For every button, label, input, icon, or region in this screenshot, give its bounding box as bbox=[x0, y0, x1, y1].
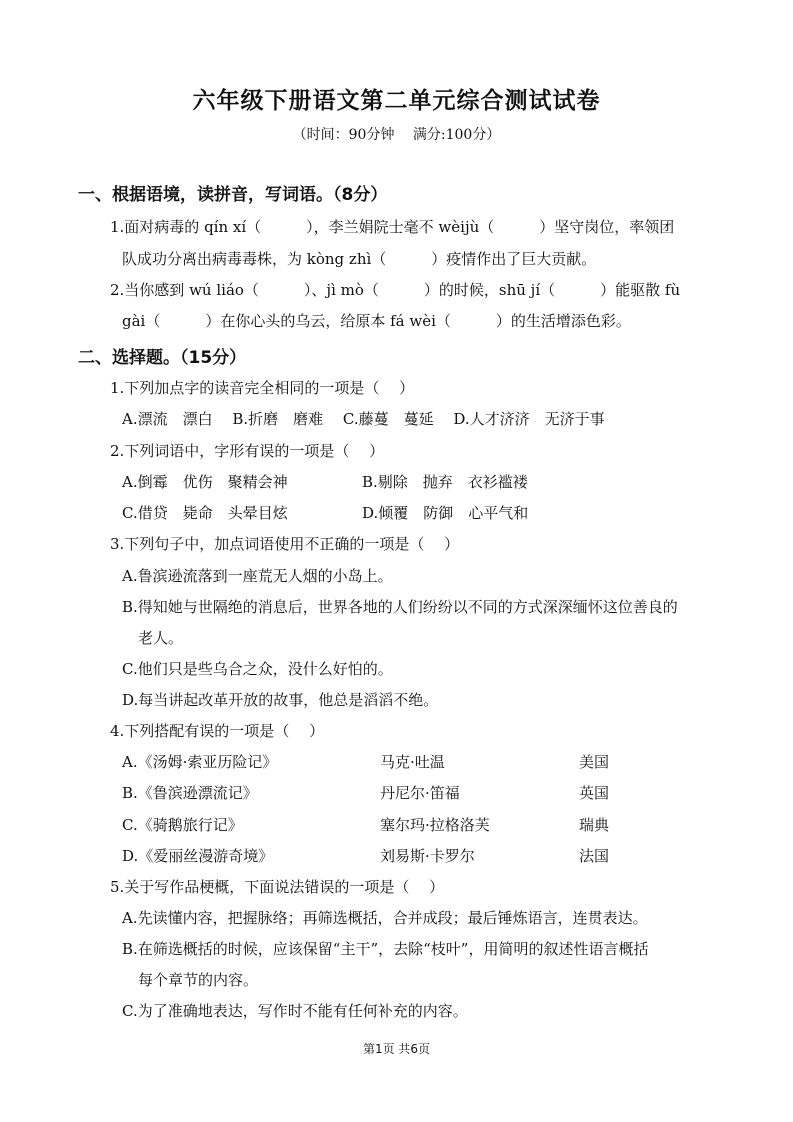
q3-option-b-line-2: 老人。 bbox=[138, 629, 184, 647]
s1-line-2: 队成功分离出病毒毒株，为 kòng zhì（ ）疫情作出了巨大贡献。 bbox=[122, 250, 597, 268]
q3-option-a: A.鲁滨逊流落到一座荒无人烟的小岛上。 bbox=[122, 567, 393, 585]
q3-stem: 3.下列句子中，加点词语使用不正确的一项是（ ） bbox=[110, 535, 460, 553]
page-number: 第1页 共6页 bbox=[362, 1042, 431, 1056]
q4-row-a-country: 美国 bbox=[579, 753, 610, 771]
q5-option-b-line-1: B.在筛选概括的时候，应该保留“主干”，去除“枝叶”，用简明的叙述性语言概括 bbox=[122, 940, 649, 958]
section-1-heading: 一、根据语境，读拼音，写词语。（8分） bbox=[78, 185, 388, 205]
q4-row-c-author: 塞尔玛·拉格洛芙 bbox=[380, 816, 490, 834]
q2-option-a: A.倒霉 优伤 聚精会神 bbox=[122, 473, 288, 491]
q4-row-b-country: 英国 bbox=[579, 784, 610, 802]
q4-row-d-author: 刘易斯·卡罗尔 bbox=[380, 847, 475, 865]
q2-stem: 2.下列词语中，字形有误的一项是（ ） bbox=[110, 442, 385, 460]
page-title: 六年级下册语文第二单元综合测试试卷 bbox=[192, 88, 601, 114]
s1-line-3: 2.当你感到 wú liáo（ ）、jì mò（ ）的时候，shū jí（ ）能驱散 fù bbox=[110, 281, 681, 299]
q5-option-c: C.为了准确地表达，写作时不能有任何补充的内容。 bbox=[122, 1002, 468, 1020]
q1-options: A.漂流 漂白 B.折磨 磨难 C.藤蔓 蔓延 D.人才济济 无济于事 bbox=[122, 410, 605, 428]
q4-row-c-country: 瑞典 bbox=[579, 816, 610, 834]
q4-row-d-country: 法国 bbox=[579, 847, 610, 865]
q3-option-c: C.他们只是些乌合之众，没什么好怕的。 bbox=[122, 660, 393, 678]
q4-stem: 4.下列搭配有误的一项是（ ） bbox=[110, 722, 325, 740]
s1-line-4: gài（ ）在你心头的乌云，给原本 fá wèi（ ）的生活增添色彩。 bbox=[122, 312, 631, 330]
q4-row-b-book: B.《鲁滨逊漂流记》 bbox=[122, 784, 258, 802]
s1-line-1: 1.面对病毒的 qín xí（ ），李兰娟院士毫不 wèijù（ ）坚守岗位，率领团 bbox=[110, 218, 675, 236]
q2-option-d: D.倾覆 防御 心平气和 bbox=[362, 504, 529, 522]
q5-option-a: A.先读懂内容，把握脉络；再筛选概括，合并成段；最后锤炼语言，连贯表达。 bbox=[122, 909, 648, 927]
exam-info: （时间：90分钟 满分:100分） bbox=[292, 127, 501, 143]
q2-option-b: B.剔除 抛弃 衣衫褴褛 bbox=[362, 473, 528, 491]
q5-option-b-line-2: 每个章节的内容。 bbox=[138, 971, 259, 989]
q3-option-d: D.每当讲起改革开放的故事，他总是滔滔不绝。 bbox=[122, 691, 439, 709]
q2-option-c: C.借贷 毙命 头晕目炫 bbox=[122, 504, 288, 522]
q4-row-b-author: 丹尼尔·笛福 bbox=[380, 784, 460, 802]
q4-row-d-book: D.《爱丽丝漫游奇境》 bbox=[122, 847, 274, 865]
q4-row-c-book: C.《骑鹅旅行记》 bbox=[122, 816, 243, 834]
q1-stem: 1.下列加点字的读音完全相同的一项是（ ） bbox=[110, 379, 415, 397]
section-2-heading: 二、选择题。（15分） bbox=[78, 348, 247, 368]
q4-row-a-book: A.《汤姆·索亚历险记》 bbox=[122, 753, 278, 771]
q4-row-a-author: 马克·吐温 bbox=[380, 753, 445, 771]
q5-stem: 5.关于写作品梗概，下面说法错误的一项是（ ） bbox=[110, 878, 445, 896]
q3-option-b-line-1: B.得知她与世隔绝的消息后，世界各地的人们纷纷以不同的方式深深缅怀这位善良的 bbox=[122, 598, 678, 616]
